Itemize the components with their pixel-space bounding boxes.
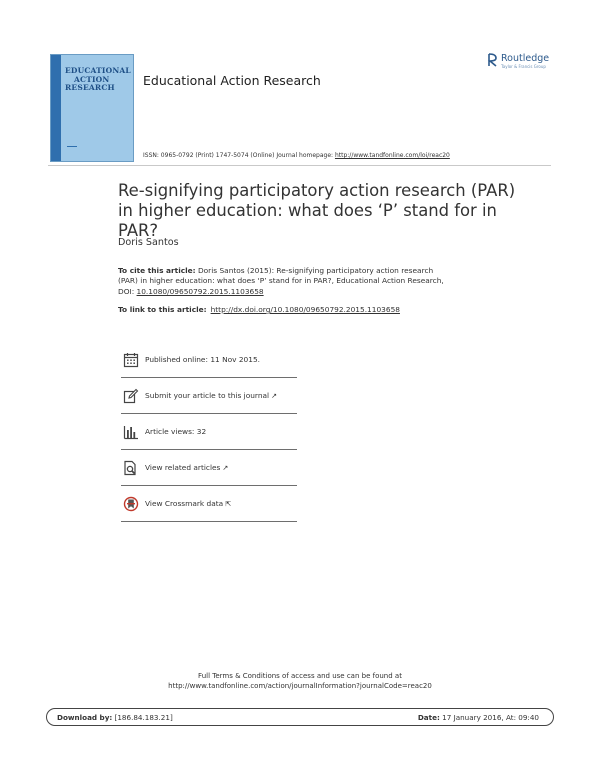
bar-chart-icon [123, 424, 139, 440]
link-label: To link to this article: [118, 305, 207, 314]
citation-text: Doris Santos (2015): Re-signifying participatory action research (PAR) in higher education: what does ‘P’ stand for in PAR?, Educational Action Research, DOI: [118, 266, 444, 296]
external-link-icon: ↗ [271, 392, 277, 400]
crossmark-link[interactable]: View Crossmark data [145, 499, 224, 508]
info-item-label [145, 391, 277, 400]
article-title: Re-signifying participatory action research (PAR) in higher education: what does ‘P’ stand for in PAR? [118, 181, 516, 240]
info-item-crossmark[interactable] [121, 485, 297, 522]
journal-cover-image [50, 54, 134, 162]
cover-title [65, 67, 131, 93]
related-articles-link[interactable]: View related articles [145, 463, 221, 472]
header-divider [48, 165, 551, 166]
info-item-submit[interactable] [121, 377, 297, 414]
related-articles-icon [123, 460, 139, 476]
journal-homepage-link[interactable]: http://www.tandfonline.com/loi/reac20 [334, 152, 450, 159]
info-item-published [121, 341, 297, 378]
date-value: 17 January 2016, At: 09:40 [439, 713, 539, 722]
info-item-label: Article views: 32 [145, 427, 207, 436]
issn-line [143, 152, 450, 159]
external-link-icon: ⇱ [225, 500, 232, 508]
date-info [418, 713, 539, 722]
terms-text: Full Terms & Conditions of access and use can be found at [198, 672, 402, 680]
info-item-label [145, 499, 231, 508]
info-item-related[interactable] [121, 449, 297, 486]
info-item-views [121, 413, 297, 450]
terms-link[interactable]: http://www.tandfonline.com/action/journalInformation?journalCode=reac20 [168, 682, 432, 690]
citation-label: To cite this article: [118, 266, 196, 275]
publisher-subtitle: Taylor & Francis Group [501, 64, 546, 69]
submit-article-link[interactable]: Submit your article to this journal [145, 391, 270, 400]
download-info-bar [46, 708, 554, 726]
cover-title-line: RESEARCH [65, 83, 115, 92]
article-link-line [118, 305, 400, 314]
date-label: Date: [417, 713, 440, 722]
info-item-label [145, 463, 228, 472]
calendar-icon [123, 352, 139, 368]
crossmark-icon [123, 496, 139, 512]
cover-title-line: EDUCATIONAL [65, 66, 131, 75]
issn-text: ISSN: 0965-0792 (Print) 1747-5074 (Online) Journal homepage: [143, 152, 335, 159]
routledge-logo-icon [486, 53, 498, 67]
download-info [57, 713, 173, 722]
citation-doi-link[interactable]: 10.1080/09650792.2015.1103658 [136, 286, 264, 296]
article-link[interactable]: http://dx.doi.org/10.1080/09650792.2015.1103658 [210, 305, 400, 314]
external-link-icon: ↗ [222, 464, 229, 472]
cover-spine [51, 55, 61, 161]
footer-terms [0, 671, 600, 691]
article-author: Doris Santos [118, 237, 179, 248]
download-ip: [186.84.183.21] [112, 713, 173, 722]
edit-icon [123, 388, 139, 404]
citation-block [118, 266, 448, 297]
cover-title-line: ACTION [74, 74, 110, 84]
info-item-label: Published online: 11 Nov 2015. [145, 355, 260, 364]
cover-logo [67, 146, 77, 153]
journal-name[interactable]: Educational Action Research [143, 73, 321, 88]
download-label: Download by: [57, 713, 113, 722]
publisher-name: Routledge [501, 53, 550, 64]
